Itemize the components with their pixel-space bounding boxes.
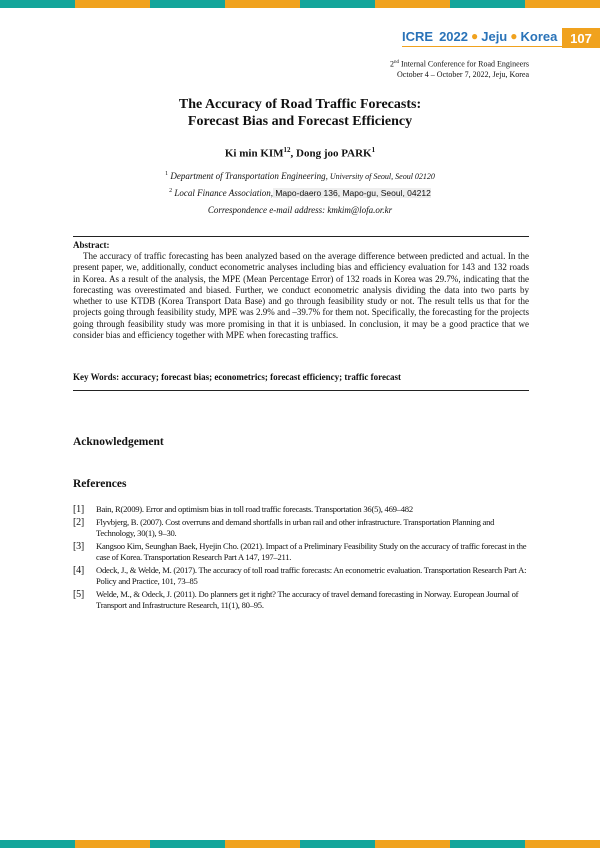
paper-title: The Accuracy of Road Traffic Forecasts: Forecast Bias and Forecast Efficiency (178, 97, 422, 129)
header-divider (402, 46, 562, 47)
conference-info (390, 58, 529, 80)
references-heading: References (73, 478, 127, 490)
reference-item: [1] Bain, R(2009). Error and optimism bias in toll road traffic forecasts. Transportation 36(5), 469–482 (73, 504, 413, 515)
reference-item: [5] Welde, M., & Odeck, J. (2011). Do planners get it right? The accuracy of travel demand forecasting in Norway. European Journal of Transport and Infrastructure Research, 11(1), 80–95. (73, 588, 519, 610)
abstract-body: The accuracy of traffic forecasting has been analyzed based on the average difference between predicted and actual. In the present paper, we, additionally, conduct econometric analyses including bias and efficiency evaluation for 143 and 132 roads in Korea. As a result of the analysis, the MPE (Mean Percentage Error) of 132 roads in Korea was 29.7%, indicating that the forecasting was overestimated and biased. Further, we conduct econometric analysis dividing the data into two parts by whether to use KTDB (Korea Transport Data Base) and go through feasibility study or not. The result tells us that for the projects going through feasibility study, MPE was 2.9% and –39.7% for them not. Specifically, the forecasting for the projects going through feasibility study was more promising in that it is unbiased. In conclusion, it may be a good practice that we consider bias and efficiency together with MPE when forecasting traffics. (73, 251, 529, 341)
acknowledgement-heading: Acknowledgement (73, 436, 164, 448)
dot-icon: ● (470, 28, 479, 43)
keywords: Key Words: accuracy; forecast bias; econometrics; forecast efficiency; traffic forecast (73, 372, 401, 382)
logo-place-jeju: Jeju (481, 28, 508, 44)
reference-item: [4] Odeck, J., & Welde, M. (2017). The accuracy of toll road traffic forecasts: An econometric evaluation. Transportation Research Part A: Policy and Practice, 101, 73–85 (73, 564, 527, 586)
top-color-band (0, 0, 600, 8)
conference-dates: October 4 – October 7, 2022, Jeju, Korea (397, 69, 529, 79)
affiliation-2: $^2$ Local Finance Association, Mapo-daero 136, Mapo-gu, Seoul, 04212 (169, 188, 431, 198)
logo-text: ICRE (402, 28, 434, 44)
author-list: Ki min KIM$^{12}$, Dong joo PARK$^1$ (224, 146, 376, 160)
author-name: Dong joo PARK (296, 147, 372, 160)
divider (73, 236, 529, 237)
author-name: Ki min KIM (224, 147, 284, 160)
bottom-color-band (0, 840, 600, 848)
reference-item: [2] Flyvbjerg, B. (2007). Cost overruns and demand shortfalls in urban rail and other infrastructure. Transportation Planning and Technology, 30(1), 9–30. (73, 516, 495, 538)
divider (73, 390, 529, 391)
correspondence-email: Correspondence e-mail address: kmkim@lofa.or.kr (207, 205, 393, 215)
logo-place-korea: Korea (520, 28, 558, 44)
affiliation-1: $^1$ Department of Transportation Engineering, University of Seoul, Seoul 02120 (165, 171, 435, 181)
abstract-heading: Abstract: (73, 240, 110, 250)
reference-item: [3] Kangsoo Kim, Seunghan Baek, Hyejin Cho. (2021). Impact of a Preliminary Feasibility Study on the accuracy of traffic forecast in the case of Korea. Transportation Research Part A 147, 197–211. (73, 540, 527, 562)
logo-year: 2022 (439, 28, 468, 44)
reference-list (73, 504, 531, 613)
conference-name: 2nd Internal Conference for Road Engineers (390, 59, 529, 69)
dot-icon: ● (510, 28, 518, 43)
conference-logo (402, 26, 557, 46)
page-number: 107 (562, 28, 600, 48)
